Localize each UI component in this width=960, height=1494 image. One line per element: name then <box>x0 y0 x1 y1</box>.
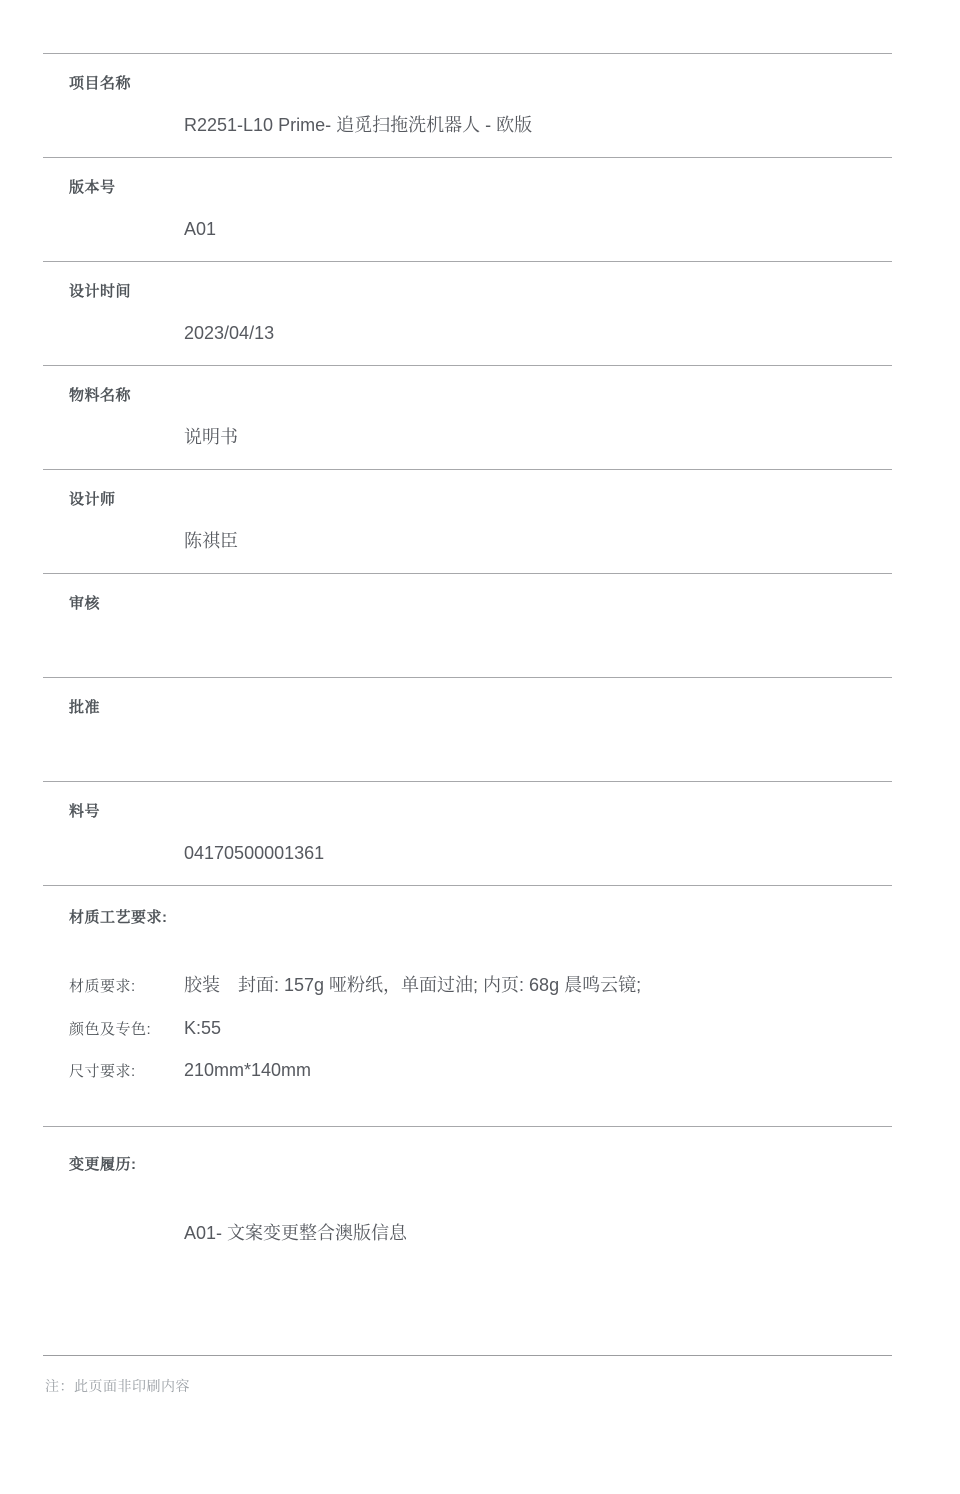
version-label: 版本号 <box>69 179 116 196</box>
size-spec-label: 尺寸要求: <box>69 1063 136 1080</box>
field-row-project-name <box>43 53 892 157</box>
project-name-label: 项目名称 <box>69 75 132 92</box>
material-spec-label: 材质要求: <box>69 978 136 995</box>
footer <box>43 1355 892 1441</box>
material-spec-value: 胶装 封面: 157g 哑粉纸，单面过油; 内页: 68g 晨鸣云镜; <box>184 975 642 995</box>
field-row-version <box>43 157 892 261</box>
color-spec-label: 颜色及专色: <box>69 1021 152 1038</box>
change-history-value: A01- 文案变更整合澳版信息 <box>184 1223 408 1243</box>
material-name-value: 说明书 <box>184 427 238 447</box>
size-spec-value: 210mm*140mm <box>184 1060 312 1080</box>
change-history-header: 变更履历: <box>69 1156 137 1173</box>
spec-sheet <box>43 53 892 1441</box>
design-date-value: 2023/04/13 <box>184 323 275 343</box>
footer-note: 注：此页面非印刷内容 <box>45 1378 190 1394</box>
reviewer-label: 审核 <box>69 595 101 612</box>
material-requirement-row <box>43 971 892 997</box>
field-row-approver <box>43 677 892 781</box>
color-spec-value: K:55 <box>184 1018 222 1038</box>
field-row-designer <box>43 469 892 573</box>
material-requirements-rows <box>43 971 892 1081</box>
part-number-value: 04170500001361 <box>184 843 325 863</box>
approver-label: 批准 <box>69 699 101 716</box>
material-requirement-row <box>43 1060 892 1081</box>
material-requirements-header: 材质工艺要求: <box>69 909 168 926</box>
field-row-design-date <box>43 261 892 365</box>
approver-value <box>43 717 892 739</box>
part-number-label: 料号 <box>69 803 101 820</box>
designer-value: 陈祺臣 <box>184 531 238 551</box>
material-requirement-row <box>43 1018 892 1039</box>
version-value: A01 <box>184 219 217 239</box>
material-requirements-section <box>43 885 892 1126</box>
material-name-label: 物料名称 <box>69 387 132 404</box>
designer-label: 设计师 <box>69 491 116 508</box>
change-history-section <box>43 1126 892 1355</box>
design-date-label: 设计时间 <box>69 283 132 300</box>
reviewer-value <box>43 613 892 635</box>
project-name-value: R2251-L10 Prime- 追觅扫拖洗机器人 - 欧版 <box>184 115 533 135</box>
field-row-material-name <box>43 365 892 469</box>
field-row-part-number <box>43 781 892 885</box>
field-row-reviewer <box>43 573 892 677</box>
